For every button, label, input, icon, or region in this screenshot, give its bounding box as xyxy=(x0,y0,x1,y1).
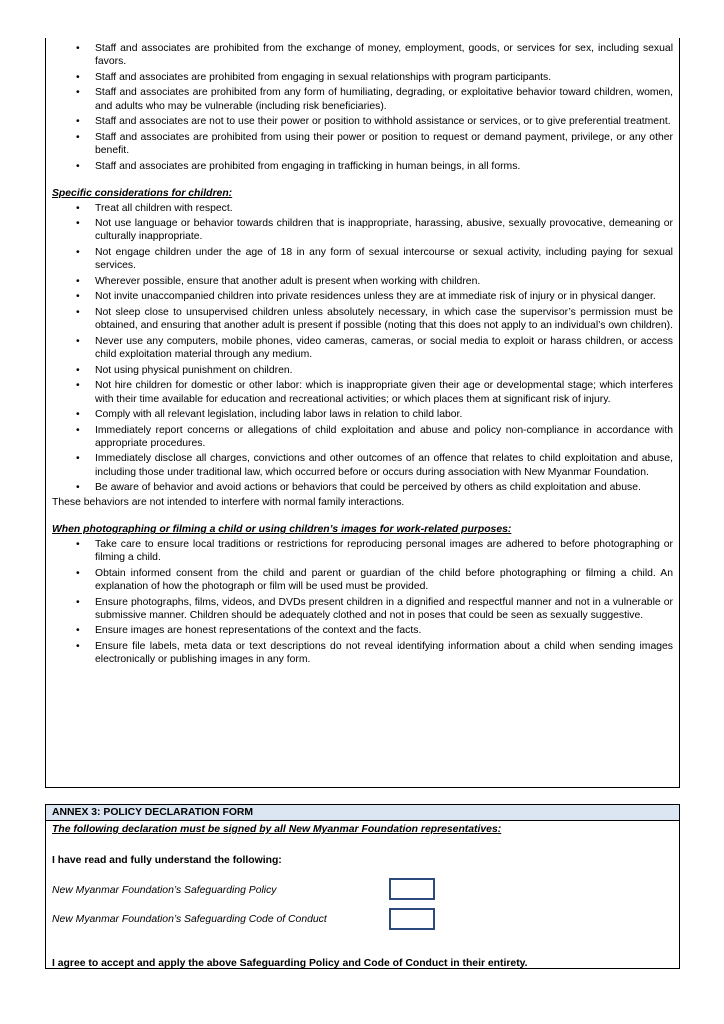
list-item: • Treat all children with respect. xyxy=(52,202,673,215)
code-of-conduct-label: New Myanmar Foundation’s Safeguarding Code of Conduct xyxy=(52,914,327,925)
list-item: • Staff and associates are prohibited from engaging in trafficking in human beings, in all forms. xyxy=(52,160,673,173)
list-item: • Staff and associates are prohibited from engaging in sexual relationships with program participants. xyxy=(52,71,673,84)
children-list xyxy=(52,202,673,495)
safeguarding-policy-checkbox[interactable] xyxy=(389,878,435,900)
list-item: • Not hire children for domestic or other labor: which is inappropriate given their age or developmental stage; which interferes with their time available for education and recreational activities; or which places them at significant risk of injury. xyxy=(52,379,673,406)
agreement-statement: I agree to accept and apply the above Safeguarding Policy and Code of Conduct in their entirety. xyxy=(52,958,528,969)
list-item: • Ensure images are honest representations of the context and the facts. xyxy=(52,624,673,637)
list-item: • Not engage children under the age of 18 in any form of sexual intercourse or sexual activity, including paying for sexual services. xyxy=(52,246,673,273)
list-item: • Be aware of behavior and avoid actions or behaviors that could be perceived by others as child exploitation and abuse. xyxy=(52,481,673,494)
photography-list xyxy=(52,538,673,667)
list-item: • Staff and associates are not to use their power or position to withhold assistance or services, or to give preferential treatment. xyxy=(52,115,673,128)
list-item: • Not use language or behavior towards children that is inappropriate, harassing, abusive, sexually provocative, demeaning or culturally inappropriate. xyxy=(52,217,673,244)
policy-declaration-form xyxy=(45,804,680,969)
conduct-list xyxy=(52,42,673,173)
list-item: • Ensure file labels, meta data or text descriptions do not reveal identifying information about a child when sending images electronically or publishing images in any form. xyxy=(52,640,673,667)
list-item: • Wherever possible, ensure that another adult is present when working with children. xyxy=(52,275,673,288)
list-item: • Staff and associates are prohibited from the exchange of money, employment, goods, or services for sex, including sexual favors. xyxy=(52,42,673,69)
code-of-conduct-checkbox[interactable] xyxy=(389,908,435,930)
list-item: • Obtain informed consent from the child and parent or guardian of the child before photographing or filming a child. An explanation of how the photograph or film will be used must be provided. xyxy=(52,567,673,594)
list-item: • Immediately report concerns or allegations of child exploitation and abuse and policy non-compliance in accordance with appropriate procedures. xyxy=(52,424,673,451)
list-item: • Never use any computers, mobile phones, video cameras, cameras, or social media to exploit or harass children, or access child exploitation material through any medium. xyxy=(52,335,673,362)
list-item: • Ensure photographs, films, videos, and DVDs present children in a dignified and respectful manner and not in a vulnerable or submissive manner. Children should be adequately clothed and not in poses that could be seen as sexually suggestive. xyxy=(52,596,673,623)
code-of-conduct-section xyxy=(45,38,680,788)
list-item: • Not using physical punishment on children. xyxy=(52,364,673,377)
read-understand-line: I have read and fully understand the following: xyxy=(52,855,282,866)
list-item: • Not sleep close to unsupervised children unless absolutely necessary, in which case the supervisor’s permission must be obtained, and ensuring that another adult is present if possible (noting that this does not apply to an individual’s own children). xyxy=(52,306,673,333)
list-item: • Staff and associates are prohibited from any form of humiliating, degrading, or exploitative behavior toward children, women, and adults who may be vulnerable (including risk beneficiaries). xyxy=(52,86,673,113)
children-heading: Specific considerations for children: xyxy=(52,188,233,200)
list-item: • Immediately disclose all charges, convictions and other outcomes of an offence that relates to child exploitation and abuse, including those under traditional law, which occurred before or occurs during association with New Myanmar Foundation. xyxy=(52,452,673,479)
list-item: • Take care to ensure local traditions or restrictions for reproducing personal images are adhered to before photographing or filming a child. xyxy=(52,538,673,565)
list-item: • Not invite unaccompanied children into private residences unless they are at immediate risk of injury or in physical danger. xyxy=(52,290,673,303)
list-item: • Staff and associates are prohibited from using their power or position to request or demand payment, privilege, or any other benefit. xyxy=(52,131,673,158)
photography-heading: When photographing or filming a child or using children’s images for work-related purposes: xyxy=(52,524,512,536)
declaration-subtitle: The following declaration must be signed by all New Myanmar Foundation representatives: xyxy=(52,824,502,835)
list-item: • Comply with all relevant legislation, including labor laws in relation to child labor. xyxy=(52,408,673,421)
family-interactions-note: These behaviors are not intended to interfere with normal family interactions. xyxy=(52,496,405,508)
safeguarding-policy-label: New Myanmar Foundation’s Safeguarding Policy xyxy=(52,885,277,896)
annex-title: ANNEX 3: POLICY DECLARATION FORM xyxy=(46,805,679,821)
